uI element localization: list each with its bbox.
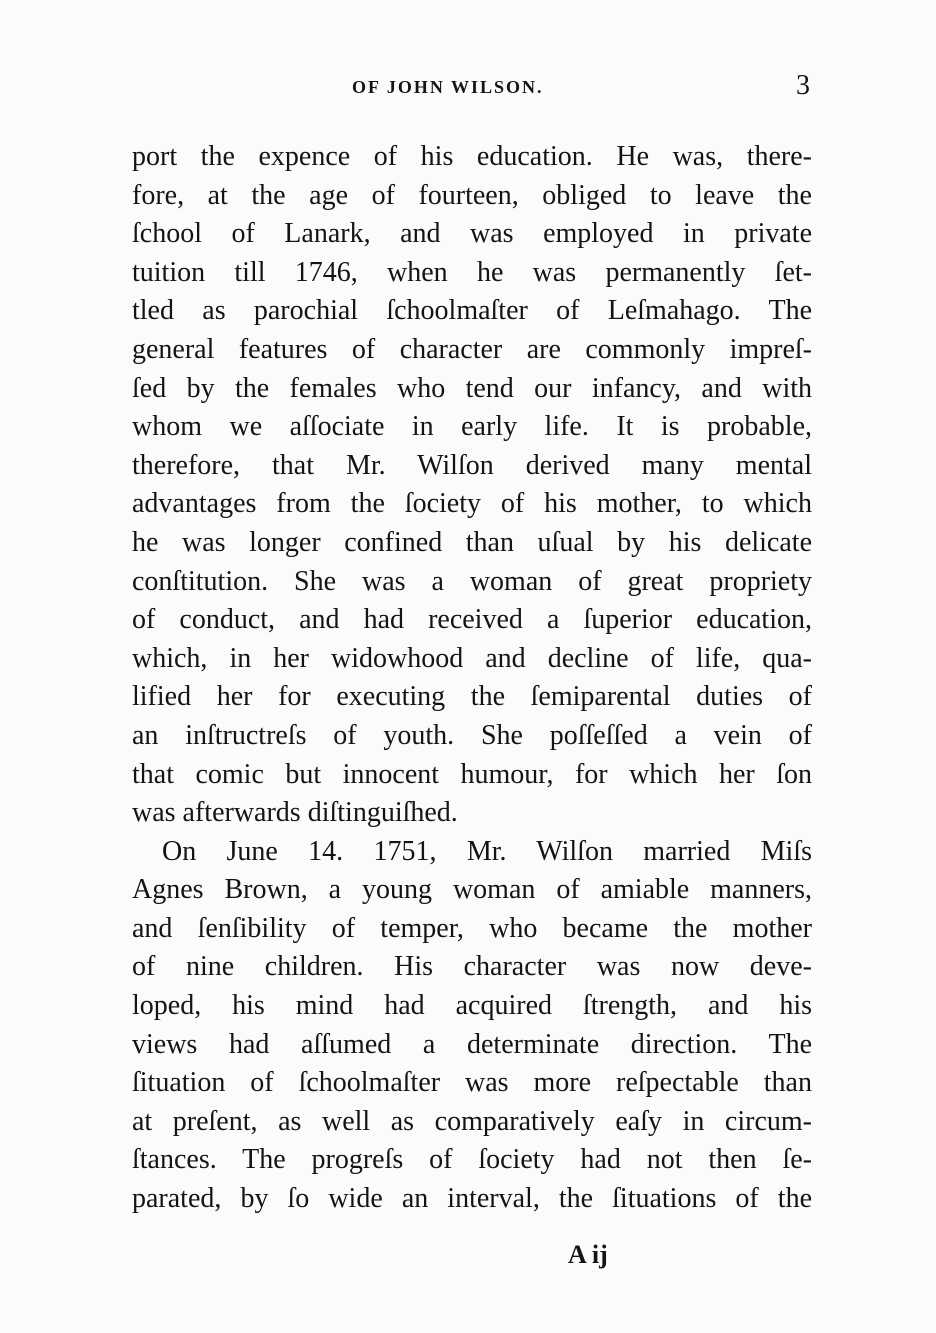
paragraph-1 <box>132 138 812 833</box>
text-line: whom we aſſociate in early life. It is probable, <box>132 411 812 443</box>
text-line: therefore, that Mr. Wilſon derived many mental <box>132 449 812 481</box>
text-line: general features of character are commonly impreſ- <box>132 333 812 365</box>
page-number: 3 <box>796 70 810 101</box>
text-line: and ſenſibility of temper, who became the mother <box>132 912 812 944</box>
signature-mark: A ij <box>568 1240 608 1269</box>
paragraph-2 <box>132 833 812 1219</box>
text-line: ſed by the females who tend our infancy, and with <box>132 372 812 404</box>
running-head: OF JOHN WILSON. <box>352 77 544 97</box>
text-line: tled as parochial ſchoolmaſter of Leſmahago. The <box>132 295 812 327</box>
text-line: loped, his mind had acquired ſtrength, and his <box>132 990 812 1022</box>
text-line: of conduct, and had received a ſuperior education, <box>132 604 812 636</box>
text-line: which, in her widowhood and decline of life, qua- <box>132 642 812 674</box>
text-line: views had aſſumed a determinate direction. The <box>132 1028 812 1060</box>
text-line: parated, by ſo wide an interval, the ſituations of the <box>132 1183 812 1215</box>
text-line: port the expence of his education. He was, there- <box>132 141 812 172</box>
text-line: was afterwards diſtinguiſhed. <box>132 797 458 829</box>
text-line: conſtitution. She was a woman of great propriety <box>132 565 812 597</box>
text-line: at preſent, as well as comparatively eaſy in circum- <box>132 1105 812 1137</box>
text-line: an inſtructreſs of youth. She poſſeſſed a vein of <box>132 719 812 751</box>
body-text <box>132 138 812 1219</box>
text-line: Agnes Brown, a young woman of amiable manners, <box>132 874 812 906</box>
text-line: ſituation of ſchoolmaſter was more reſpectable than <box>132 1067 812 1099</box>
text-line: fore, at the age of fourteen, obliged to leave the <box>132 179 812 211</box>
text-line: ſchool of Lanark, and was employed in private <box>132 218 812 250</box>
text-line: tuition till 1746, when he was permanently ſet- <box>132 256 812 288</box>
text-line: he was longer confined than uſual by his delicate <box>132 526 812 558</box>
text-line: lified her for executing the ſemiparental duties of <box>132 681 812 713</box>
text-line: On June 14. 1751, Mr. Wilſon married Miſs <box>162 835 812 867</box>
text-line: advantages from the ſociety of his mother, to which <box>132 488 812 520</box>
text-line: that comic but innocent humour, for which her ſon <box>132 758 812 790</box>
text-line: of nine children. His character was now deve- <box>132 951 812 983</box>
text-line: ſtances. The progreſs of ſociety had not then ſe- <box>132 1144 812 1176</box>
